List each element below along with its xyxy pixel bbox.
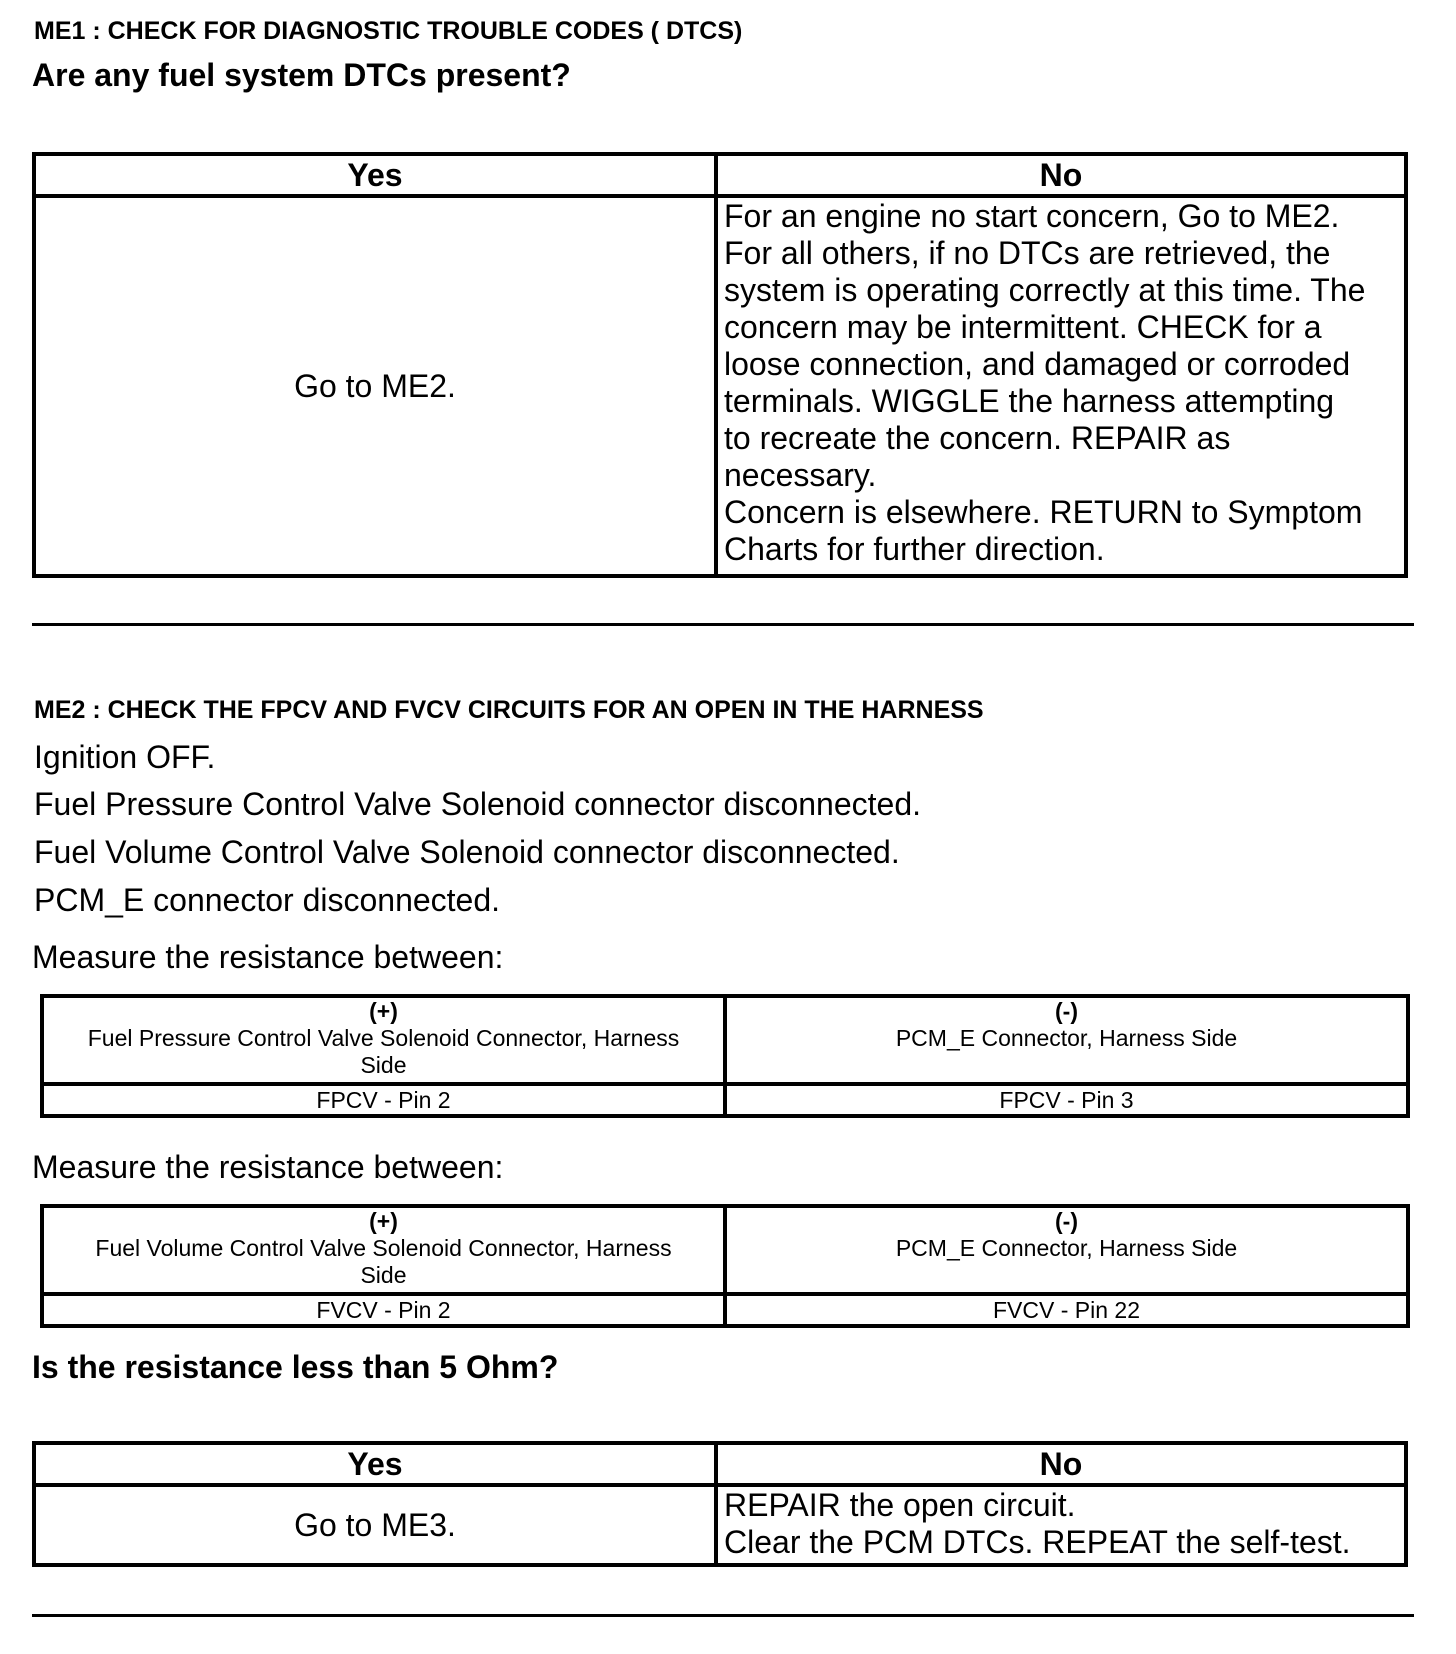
positive-lead-header (42, 1206, 725, 1294)
no-action-line: Clear the PCM DTCs. REPEAT the self-test. (724, 1524, 1351, 1560)
no-action-line: loose connection, and damaged or corroded (724, 346, 1351, 382)
negative-pin: FVCV - Pin 22 (725, 1294, 1408, 1326)
no-column-header: No (716, 154, 1406, 196)
negative-lead-header (725, 996, 1408, 1084)
condition-line: Ignition OFF. (34, 739, 216, 775)
me1-result-table (32, 152, 1408, 578)
yes-action: Go to ME2. (34, 196, 716, 576)
negative-pin: FPCV - Pin 3 (725, 1084, 1408, 1116)
no-action (716, 1485, 1406, 1565)
me1-question: Are any fuel system DTCs present? (32, 57, 571, 93)
condition-line: Fuel Pressure Control Valve Solenoid connector disconnected. (34, 786, 922, 822)
no-action-line: REPAIR the open circuit. (724, 1487, 1076, 1523)
no-action-line: Charts for further direction. (724, 531, 1105, 567)
condition-line: PCM_E connector disconnected. (34, 882, 501, 918)
no-action-line: Concern is elsewhere. RETURN to Symptom (724, 494, 1363, 530)
positive-sign: (+) (369, 1208, 398, 1234)
positive-pin: FPCV - Pin 2 (42, 1084, 725, 1116)
section-divider (32, 1614, 1414, 1617)
fpcv-measurement-table (40, 994, 1410, 1118)
me2-question: Is the resistance less than 5 Ohm? (32, 1349, 559, 1385)
no-column-header: No (716, 1443, 1406, 1485)
no-action-line: system is operating correctly at this time. The (724, 272, 1366, 308)
measure-intro: Measure the resistance between: (32, 939, 504, 975)
yes-column-header: Yes (34, 1443, 716, 1485)
no-action-line: necessary. (724, 457, 877, 493)
negative-lead-header (725, 1206, 1408, 1294)
no-action-line: terminals. WIGGLE the harness attempting (724, 383, 1335, 419)
measure-intro: Measure the resistance between: (32, 1149, 504, 1185)
negative-connector-desc: PCM_E Connector, Harness Side (895, 1025, 1238, 1051)
negative-connector-desc: PCM_E Connector, Harness Side (895, 1235, 1238, 1261)
no-action-line: to recreate the concern. REPAIR as (724, 420, 1231, 456)
section-divider (32, 623, 1414, 626)
yes-column-header: Yes (34, 154, 716, 196)
positive-pin: FVCV - Pin 2 (42, 1294, 725, 1326)
me2-result-table (32, 1441, 1408, 1567)
yes-action: Go to ME3. (34, 1485, 716, 1565)
positive-connector-desc: Fuel Pressure Control Valve Solenoid Connector, Harness (87, 1025, 680, 1051)
positive-sign: (+) (369, 998, 398, 1024)
positive-connector-desc: Side (360, 1052, 407, 1078)
no-action-line: For an engine no start concern, Go to ME2. (724, 198, 1340, 234)
positive-connector-desc: Side (360, 1262, 407, 1288)
condition-line: Fuel Volume Control Valve Solenoid connector disconnected. (34, 834, 900, 870)
me1-step-title: ME1 : CHECK FOR DIAGNOSTIC TROUBLE CODES ( DTCS) (34, 17, 743, 45)
negative-sign: (-) (1055, 998, 1078, 1024)
fvcv-measurement-table (40, 1204, 1410, 1328)
no-action-line: concern may be intermittent. CHECK for a (724, 309, 1322, 345)
negative-sign: (-) (1055, 1208, 1078, 1234)
no-action-line: For all others, if no DTCs are retrieved, the (724, 235, 1331, 271)
positive-lead-header (42, 996, 725, 1084)
positive-connector-desc: Fuel Volume Control Valve Solenoid Connector, Harness (95, 1235, 672, 1261)
no-action (716, 196, 1406, 576)
me2-step-title: ME2 : CHECK THE FPCV AND FVCV CIRCUITS FOR AN OPEN IN THE HARNESS (34, 696, 984, 724)
